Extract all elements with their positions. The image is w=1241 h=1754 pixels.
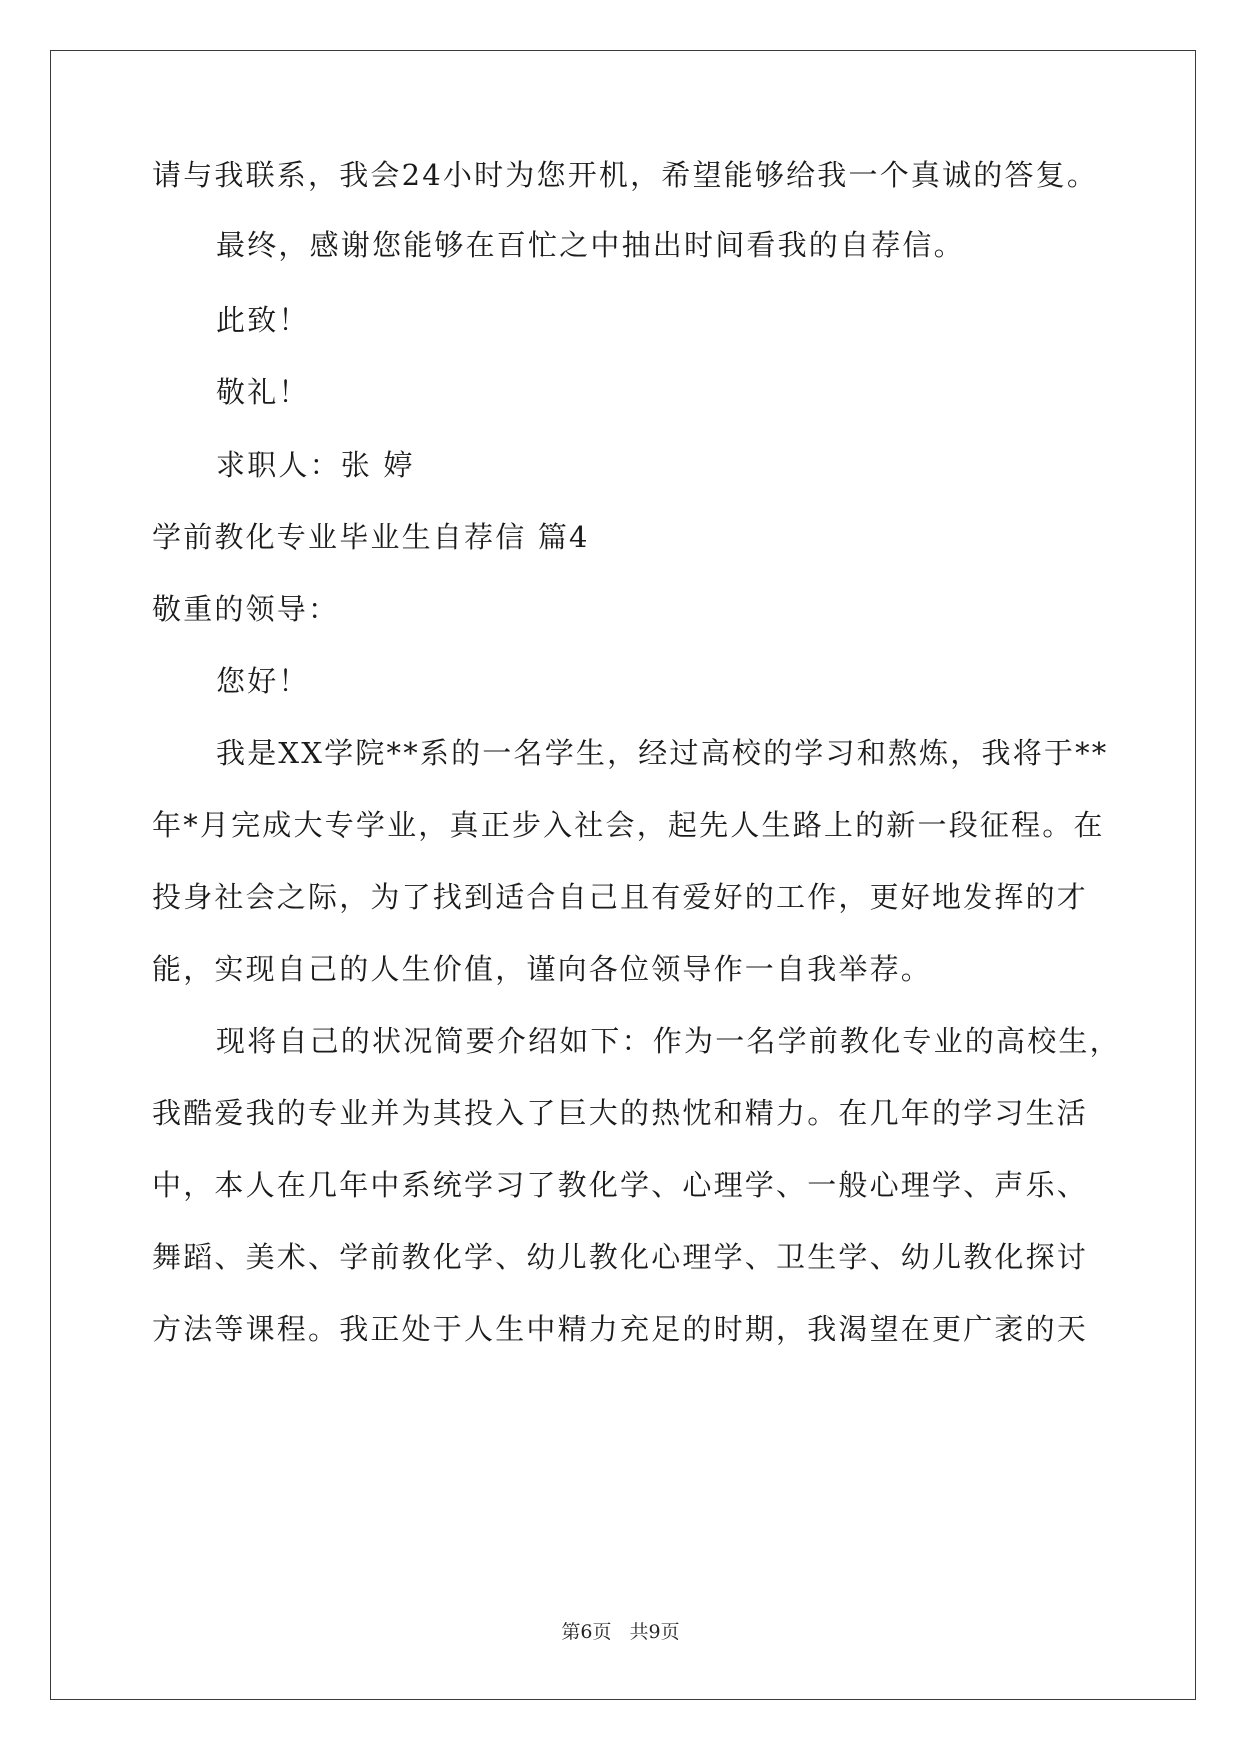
page-border <box>50 50 1196 1700</box>
salutation-jingli: 敬礼！ <box>216 375 310 409</box>
paragraph-line: 舞蹈、美术、学前教化学、幼儿教化心理学、卫生学、幼儿教化探讨 <box>152 1240 1089 1274</box>
paragraph-line: 现将自己的状况简要介绍如下：作为一名学前教化专业的高校生， <box>216 1024 1121 1058</box>
paragraph-line: 我酷爱我的专业并为其投入了巨大的热忱和精力。在几年的学习生活 <box>152 1096 1089 1130</box>
paragraph-line: 能，实现自己的人生价值，谨向各位领导作一自我举荐。 <box>152 952 933 986</box>
paragraph-line: 投身社会之际，为了找到适合自己且有爱好的工作，更好地发挥的才 <box>152 880 1089 914</box>
greeting-recipient: 敬重的领导： <box>152 592 340 626</box>
section-heading: 学前教化专业毕业生自荐信 篇4 <box>152 520 590 554</box>
applicant-signature: 求职人：张 婷 <box>216 448 415 482</box>
paragraph-line: 中，本人在几年中系统学习了教化学、心理学、一般心理学、声乐、 <box>152 1168 1089 1202</box>
paragraph-line: 我是XX学院**系的一名学生，经过高校的学习和熬炼，我将于** <box>216 736 1109 770</box>
body-text-line: 请与我联系，我会24小时为您开机，希望能够给我一个真诚的答复。 <box>152 158 1099 192</box>
greeting-hello: 您好！ <box>216 664 310 698</box>
salutation-cizhi: 此致！ <box>216 303 310 337</box>
page-total: 共9页 <box>629 1621 680 1643</box>
closing-thanks-line: 最终，感谢您能够在百忙之中抽出时间看我的自荐信。 <box>216 228 965 262</box>
page-number: 第6页 <box>561 1621 612 1643</box>
paragraph-line: 方法等课程。我正处于人生中精力充足的时期，我渴望在更广袤的天 <box>152 1312 1089 1346</box>
page-footer <box>0 1620 1241 1644</box>
paragraph-line: 年*月完成大专学业，真正步入社会，起先人生路上的新一段征程。在 <box>152 808 1105 842</box>
